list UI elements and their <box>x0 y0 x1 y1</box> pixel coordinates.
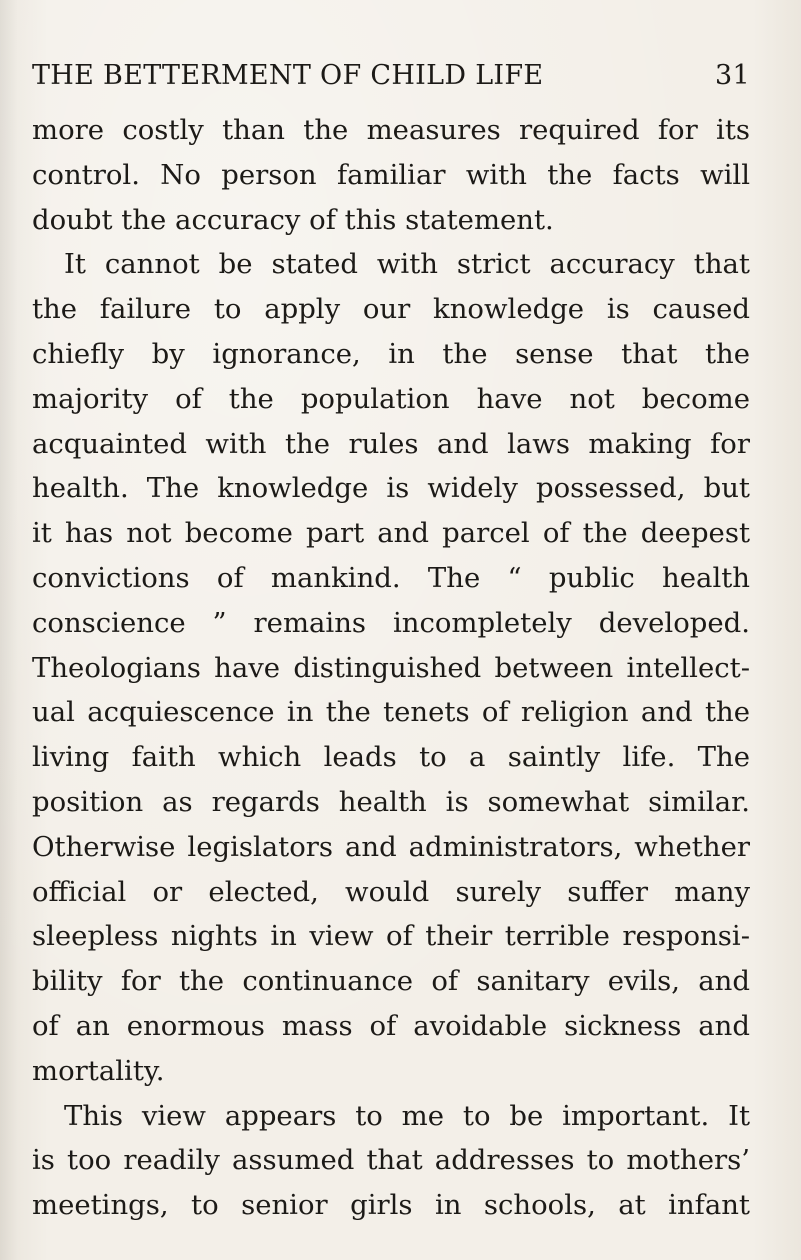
text-line: ual acquiescence in the tenets of religion and the <box>32 696 750 729</box>
text-line: conscience ” remains incompletely developed. <box>32 606 750 639</box>
text-line: the failure to apply our knowledge is caused <box>32 293 750 326</box>
body-text <box>32 108 750 1228</box>
text-line: more costly than the measures required for its <box>32 114 750 146</box>
running-head-title: THE BETTERMENT OF CHILD LIFE <box>32 60 544 91</box>
text-line: is too readily assumed that addresses to mothers’ <box>32 1144 750 1177</box>
text-line: chiefly by ignorance, in the sense that the <box>32 337 750 370</box>
text-line: Theologians have distinguished between intellect- <box>32 651 750 684</box>
text-line: Otherwise legislators and administrators, whether <box>32 830 750 863</box>
text-line: majority of the population have not become <box>32 382 750 415</box>
text-line: of an enormous mass of avoidable sickness and <box>32 1009 750 1042</box>
text-line: living faith which leads to a saintly life. The <box>32 741 750 774</box>
text-line: acquainted with the rules and laws making for <box>32 427 750 460</box>
text-line: bility for the continuance of sanitary evils, and <box>32 965 750 998</box>
running-head <box>32 60 750 96</box>
text-line: position as regards health is somewhat similar. <box>32 785 750 818</box>
text-line: control. No person familiar with the facts will <box>32 158 750 191</box>
gutter-shadow <box>0 0 18 1260</box>
text-line: convictions of mankind. The “ public health <box>32 561 750 594</box>
text-line: doubt the accuracy of this statement. <box>32 203 554 236</box>
text-line: It cannot be stated with strict accuracy that <box>64 248 750 281</box>
text-line: it has not become part and parcel of the deepest <box>32 517 750 550</box>
text-line: mortality. <box>32 1054 165 1087</box>
text-line: sleepless nights in view of their terrible responsi- <box>32 920 750 953</box>
text-line: health. The knowledge is widely possessed, but <box>32 472 750 505</box>
text-line: meetings, to senior girls in schools, at infant <box>32 1189 750 1222</box>
text-line: official or elected, would surely suffer many <box>32 875 750 908</box>
text-line: This view appears to me to be important. It <box>64 1099 750 1132</box>
page-number: 31 <box>715 60 750 91</box>
